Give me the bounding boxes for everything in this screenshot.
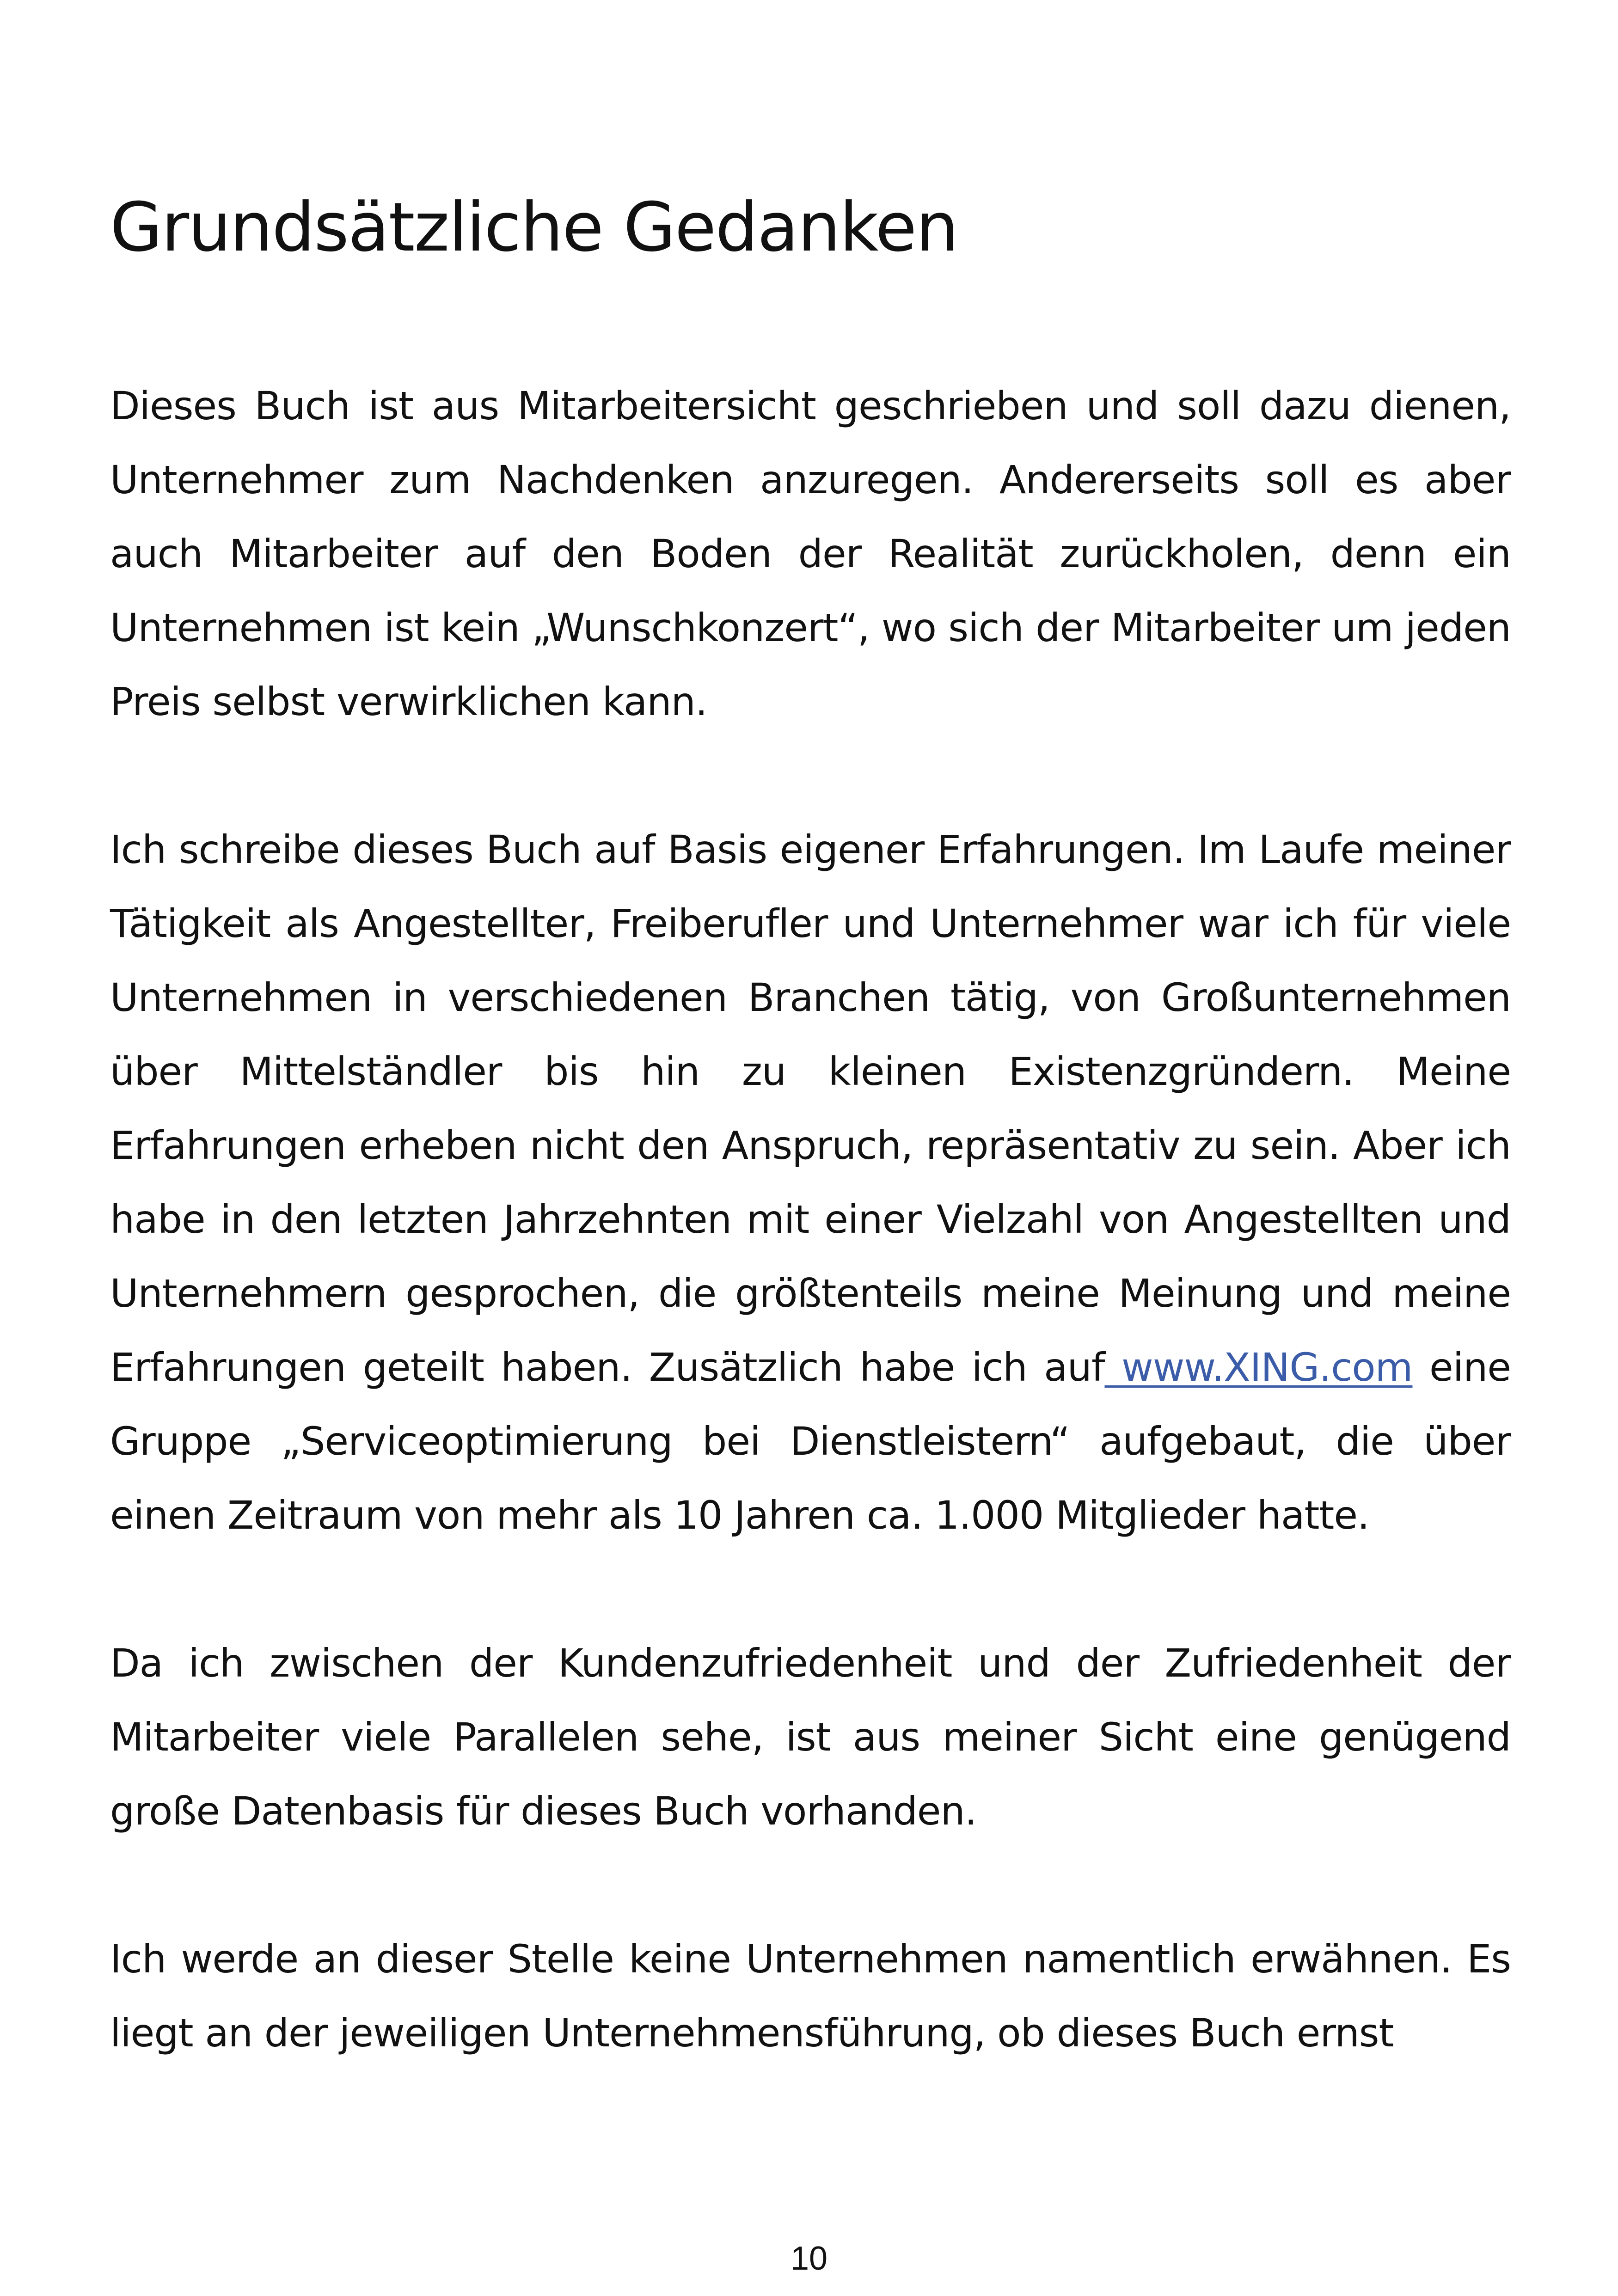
xing-link[interactable]: www.XING.com xyxy=(1104,1345,1413,1390)
paragraph-data-basis: Da ich zwischen der Kundenzufriedenheit und der Zufriedenheit der Mitarbeiter viele Parallelen sehe, ist aus meiner Sicht eine genügend große Datenbasis für dieses Buch vorhanden. xyxy=(110,1641,1511,1834)
paragraph-experience-text-start: Ich schreibe dieses Buch auf Basis eigener Erfahrungen. Im Laufe meiner Tätigkeit als Angestellter, Freiberufler und Unternehmer war ich für viele Unternehmen in verschiedenen Branchen tätig, von Großunternehmen über Mittelständler bis hin zu kleinen Existenzgründern. Meine Erfahrungen erheben nicht den Anspruch, repräsentativ zu sein. Aber ich habe in den letzten Jahrzehnten mit einer Vielzahl von Angestellten und Unternehmern gesprochen, die größtenteils meine Meinung und meine Erfahrungen geteilt haben. Zusätzlich habe ich auf xyxy=(110,827,1511,1390)
paragraph-experience xyxy=(110,813,1511,1552)
paragraph-experience-text-end: eine Gruppe „Serviceoptimierung bei Dienstleistern“ aufgebaut, die über einen Zeitraum von mehr als 10 Jahren ca. 1.000 Mitglieder hatte. xyxy=(110,1345,1511,1538)
paragraph-intro: Dieses Buch ist aus Mitarbeitersicht geschrieben und soll dazu dienen, Unternehmer zum Nachdenken anzuregen. Andererseits soll es aber auch Mitarbeiter auf den Boden der Realität zurückholen, denn ein Unternehmen ist kein „Wunschkonzert“, wo sich der Mitarbeiter um jeden Preis selbst verwirklichen kann. xyxy=(110,383,1511,724)
paragraph-no-names: Ich werde an dieser Stelle keine Unternehmen namentlich erwähnen. Es liegt an der jeweiligen Unternehmensführung, ob dieses Buch ernst xyxy=(110,1936,1511,2056)
chapter-heading: Grundsätzliche Gedanken xyxy=(110,188,958,267)
page-number: 10 xyxy=(790,2240,828,2277)
